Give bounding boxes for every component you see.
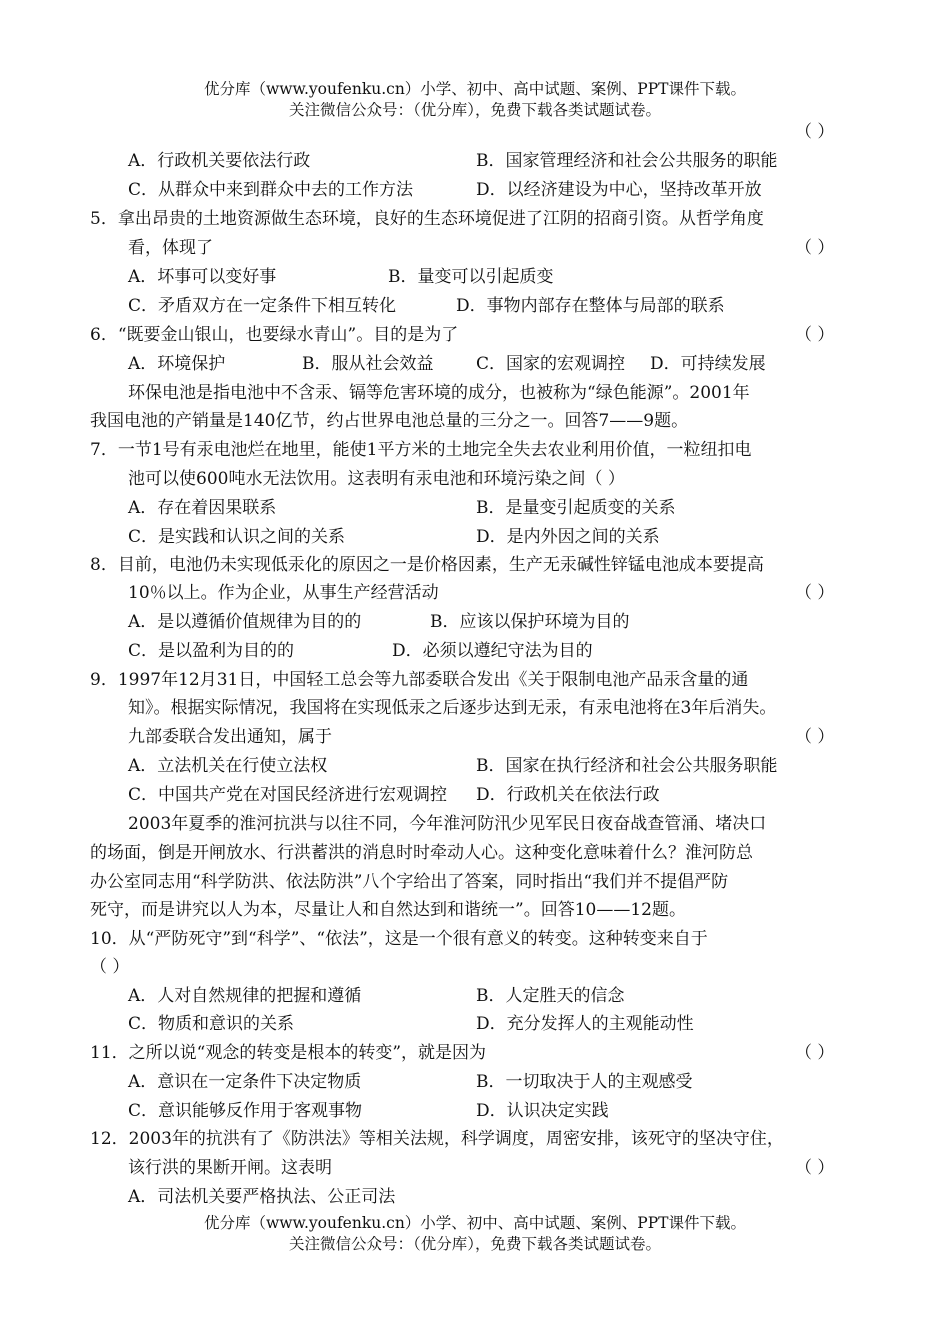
material-2-line-2: 的场面，倒是开闸放水、行洪蓄洪的消息时时牵动人心。这种变化意味着什么？淮河防总 xyxy=(90,843,753,863)
q5-answer-paren: （ ） xyxy=(795,238,835,258)
q4-option-c: C．从群众中来到群众中去的工作方法 xyxy=(128,180,414,200)
q8-option-c: C．是以盈利为目的的 xyxy=(128,641,295,661)
q12-stem-line-2: 该行洪的果断开闸。这表明 xyxy=(128,1158,332,1178)
q10-option-b: B．人定胜天的信念 xyxy=(476,986,625,1006)
q10-option-a: A．人对自然规律的把握和遵循 xyxy=(128,986,362,1006)
q9-option-a: A．立法机关在行使立法权 xyxy=(128,756,328,776)
q11-option-d: D．认识决定实践 xyxy=(476,1101,609,1121)
q8-option-a: A．是以遵循价值规律为目的的 xyxy=(128,612,362,632)
q11-option-b: B．一切取决于人的主观感受 xyxy=(476,1072,693,1092)
q4-answer-paren: （ ） xyxy=(795,122,835,142)
q8-stem-line-2: 10％以上。作为企业，从事生产经营活动 xyxy=(128,583,439,603)
q8-option-d: D．必须以遵纪守法为目的 xyxy=(392,641,593,661)
q7-option-c: C．是实践和认识之间的关系 xyxy=(128,527,346,547)
q8-answer-paren: （ ） xyxy=(795,583,835,603)
header-line-1: 优分库（www.youfenku.cn）小学、初中、高中试题、案例、PPT课件下载。 xyxy=(203,80,747,98)
q10-stem-line-1: 10．从“严防死守”到“科学”、“依法”，这是一个很有意义的转变。这种转变来自于 xyxy=(90,929,708,949)
q5-stem-line-2: 看，体现了 xyxy=(128,238,213,258)
q7-option-d: D．是内外因之间的关系 xyxy=(476,527,660,547)
footer-line-2: 关注微信公众号：（优分库），免费下载各类试题试卷。 xyxy=(288,1235,661,1253)
material-2-line-3: 办公室同志用“科学防洪、依法防洪”八个字给出了答案，同时指出“我们并不提倡严防 xyxy=(90,872,729,892)
q10-option-c: C．物质和意识的关系 xyxy=(128,1014,295,1034)
q4-option-d: D．以经济建设为中心，坚持改革开放 xyxy=(476,180,762,200)
q9-option-b: B．国家在执行经济和社会公共服务职能 xyxy=(476,756,778,776)
q9-answer-paren: （ ） xyxy=(795,727,835,747)
q8-stem-line-1: 8．目前，电池仍未实现低汞化的原因之一是价格因素，生产无汞碱性锌锰电池成本要提高 xyxy=(90,555,764,575)
q10-option-d: D．充分发挥人的主观能动性 xyxy=(476,1014,694,1034)
q6-stem: 6．“既要金山银山，也要绿水青山”。目的是为了 xyxy=(90,325,459,345)
q7-stem-line-2: 池可以使600吨水无法饮用。这表明有汞电池和环境污染之间（ ） xyxy=(128,469,625,489)
q12-answer-paren: （ ） xyxy=(795,1158,835,1178)
q11-answer-paren: （ ） xyxy=(795,1043,835,1063)
header-line-2: 关注微信公众号：（优分库），免费下载各类试题试卷。 xyxy=(288,101,661,119)
q5-option-b: B．量变可以引起质变 xyxy=(388,267,554,287)
q10-answer-paren: （ ） xyxy=(90,957,130,977)
q6-option-a: A．环境保护 xyxy=(128,354,226,374)
material-1-line-1: 环保电池是指电池中不含汞、镉等危害环境的成分，也被称为“绿色能源”。2001年 xyxy=(128,383,750,403)
q5-option-c: C．矛盾双方在一定条件下相互转化 xyxy=(128,296,397,316)
q11-option-a: A．意识在一定条件下决定物质 xyxy=(128,1072,362,1092)
q7-stem-line-1: 7．一节1号有汞电池烂在地里，能使1平方米的土地完全失去农业利用价值，一粒纽扣电 xyxy=(90,440,752,460)
q6-option-d: D．可持续发展 xyxy=(650,354,766,374)
material-1-line-2: 我国电池的产销量是140亿节，约占世界电池总量的三分之一。回答7——9题。 xyxy=(90,411,689,431)
q9-option-d: D．行政机关在依法行政 xyxy=(476,785,660,805)
q12-stem-line-1: 12．2003年的抗洪有了《防洪法》等相关法规，科学调度，周密安排，该死守的坚决守住， xyxy=(90,1129,784,1149)
q6-answer-paren: （ ） xyxy=(795,325,835,345)
q6-option-b: B．服从社会效益 xyxy=(302,354,434,374)
q11-option-c: C．意识能够反作用于客观事物 xyxy=(128,1101,363,1121)
q4-option-a: A．行政机关要依法行政 xyxy=(128,151,311,171)
q9-stem-line-3: 九部委联合发出通知，属于 xyxy=(128,727,332,747)
q11-stem: 11．之所以说“观念的转变是根本的转变”，就是因为 xyxy=(90,1043,487,1063)
q5-option-a: A．坏事可以变好事 xyxy=(128,267,277,287)
q12-option-a: A．司法机关要严格执法、公正司法 xyxy=(128,1187,396,1207)
q9-stem-line-1: 9．1997年12月31日，中国轻工总会等九部委联合发出《关于限制电池产品汞含量的通 xyxy=(90,670,749,690)
q6-option-c: C．国家的宏观调控 xyxy=(476,354,626,374)
material-2-line-4: 死守，而是讲究以人为本，尽量让人和自然达到和谐统一”。回答10——12题。 xyxy=(90,900,686,920)
material-2-line-1: 2003年夏季的淮河抗洪与以往不同，今年淮河防汛少见军民日夜奋战查管涌、堵决口 xyxy=(128,814,767,834)
footer-line-1: 优分库（www.youfenku.cn）小学、初中、高中试题、案例、PPT课件下载。 xyxy=(203,1214,747,1232)
q8-option-b: B．应该以保护环境为目的 xyxy=(430,612,630,632)
q4-option-b: B．国家管理经济和社会公共服务的职能 xyxy=(476,151,778,171)
q5-option-d: D．事物内部存在整体与局部的联系 xyxy=(456,296,725,316)
q9-option-c: C．中国共产党在对国民经济进行宏观调控 xyxy=(128,785,448,805)
q9-stem-line-2: 知》。根据实际情况，我国将在实现低汞之后逐步达到无汞，有汞电池将在3年后消失。 xyxy=(128,698,777,718)
q5-stem-line-1: 5．拿出昂贵的土地资源做生态环境，良好的生态环境促进了江阴的招商引资。从哲学角度 xyxy=(90,209,764,229)
q7-option-a: A．存在着因果联系 xyxy=(128,498,277,518)
q7-option-b: B．是量变引起质变的关系 xyxy=(476,498,676,518)
